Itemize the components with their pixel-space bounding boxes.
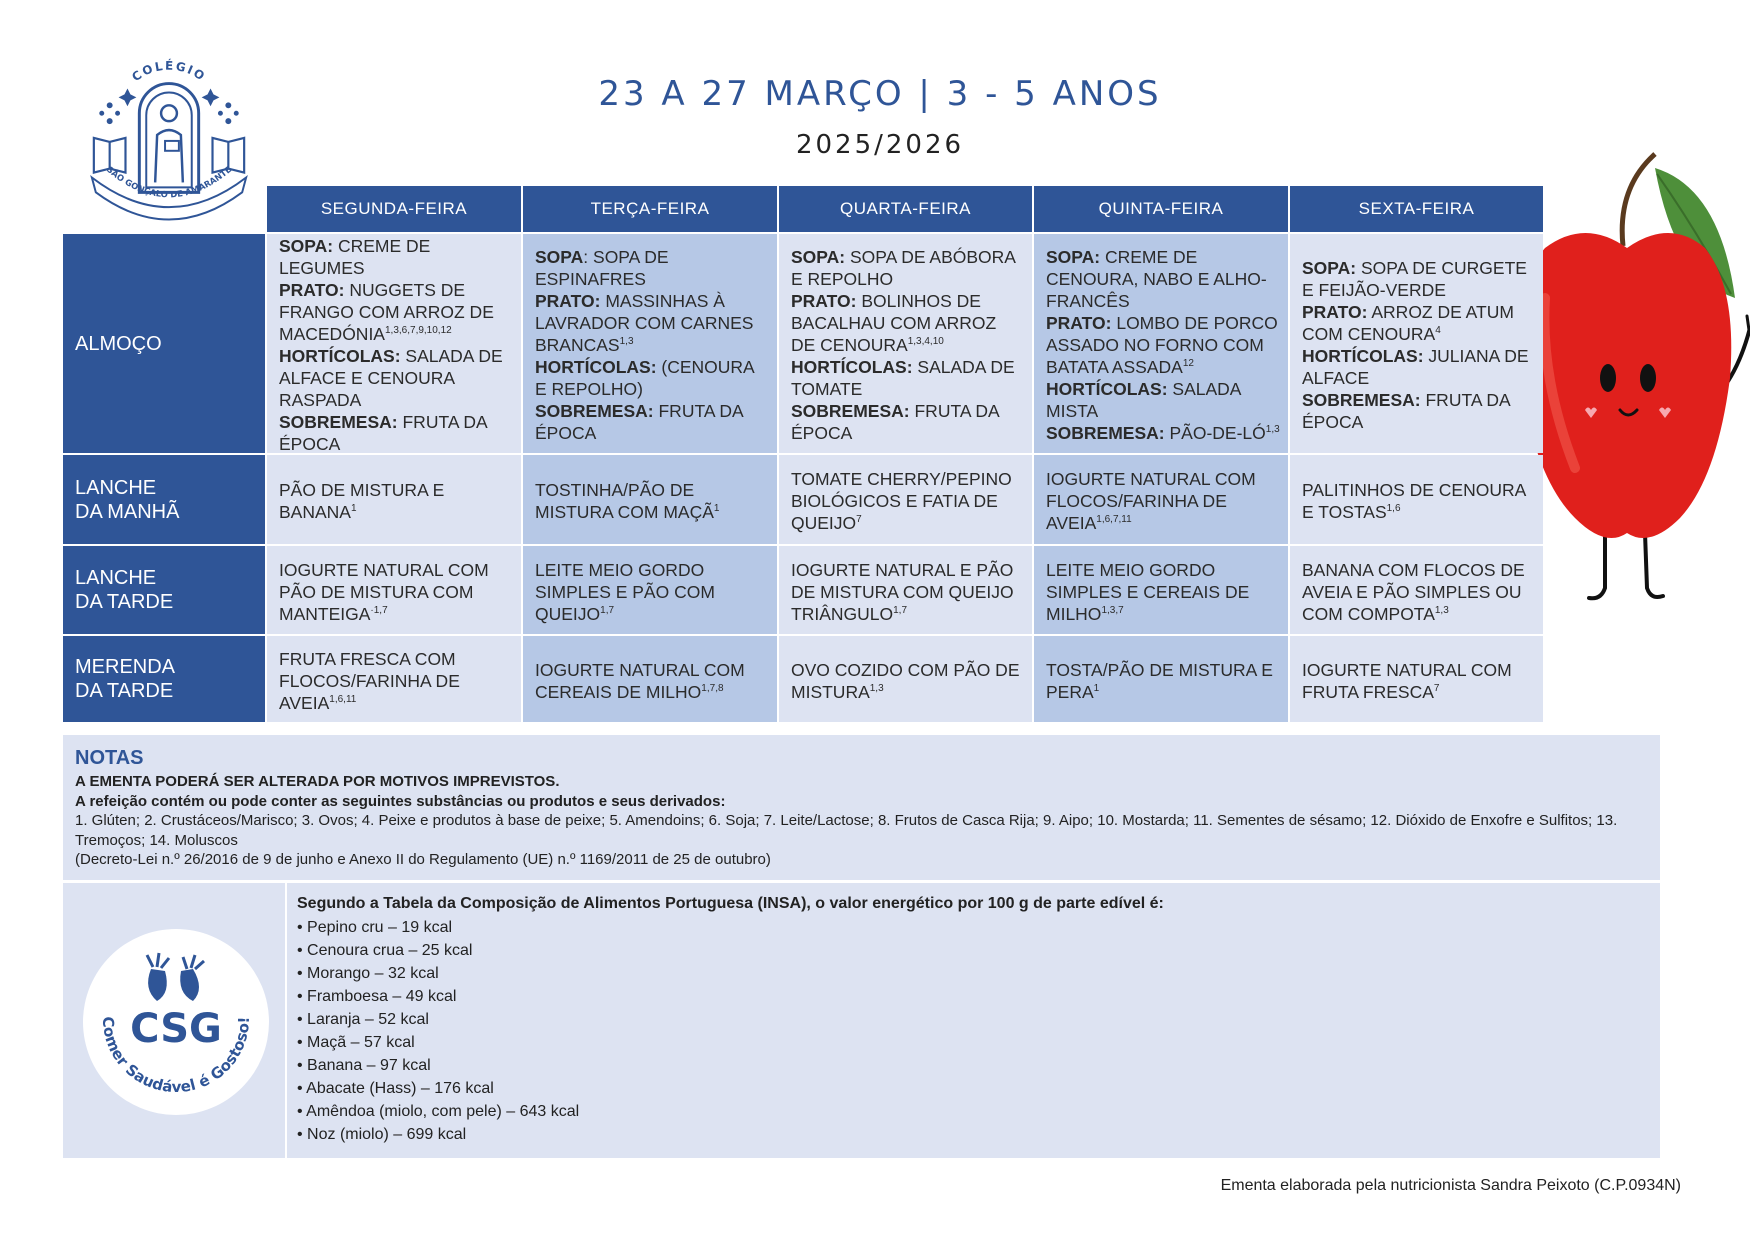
meal-label	[63, 234, 265, 453]
energy-value-item: • Noz (miolo) – 699 kcal	[297, 1126, 467, 1143]
menu-item	[1046, 378, 1280, 422]
menu-cell	[267, 234, 521, 453]
menu-cell	[267, 455, 521, 544]
menu-item	[791, 246, 1024, 290]
allergen-codes: 1,3,6,7,9,10,12	[384, 325, 452, 337]
menu-item	[535, 356, 769, 400]
dish-text: FRUTA DA ÉPOCA	[791, 401, 999, 443]
menu-cell	[267, 546, 521, 634]
menu-item	[791, 559, 1024, 625]
dish-text: SALADA DE ALFACE E CENOURA RASPADA	[279, 346, 503, 410]
energy-value-item: • Amêndoa (miolo, com pele) – 643 kcal	[297, 1103, 580, 1120]
menu-item	[535, 559, 769, 625]
allergen-codes: 1,6,7,11	[1096, 514, 1132, 526]
dish-text: SOPA DE ABÓBORA E REPOLHO	[791, 247, 1016, 289]
dish-text: IOGURTE NATURAL COM CEREAIS DE MILHO	[535, 659, 745, 702]
menu-cell	[1034, 455, 1288, 544]
menu-cell	[779, 455, 1032, 544]
meal-label	[63, 546, 265, 634]
notes-heading: NOTAS	[75, 747, 144, 769]
menu-item	[1302, 659, 1535, 703]
allergen-codes: 1,7	[600, 604, 615, 616]
dish-text: SALADA MISTA	[1046, 379, 1241, 421]
dish-text: TOSTA/PÃO DE MISTURA E PERA	[1046, 659, 1273, 702]
dish-text: IOGURTE NATURAL E PÃO DE MISTURA COM QUEIJO TRIÂNGULO	[791, 559, 1014, 624]
logo-text-top: COLÉGIO	[129, 58, 209, 85]
energy-value-item: • Laranja – 52 kcal	[297, 1011, 429, 1028]
energy-values-list	[297, 895, 1597, 1146]
allergen-codes: 1,6,11	[329, 693, 357, 705]
energy-value-item: • Abacate (Hass) – 176 kcal	[297, 1080, 494, 1097]
meal-label	[63, 455, 265, 544]
dish-text: IOGURTE NATURAL COM PÃO DE MISTURA COM MANTEIGA	[279, 559, 489, 624]
dish-text: BOLINHOS DE BACALHAU COM ARROZ DE CENOURA	[791, 291, 997, 355]
menu-item	[1046, 468, 1280, 534]
course-label: SOBREMESA:	[279, 412, 398, 432]
allergen-codes: 1,3,4,10	[907, 336, 944, 348]
dish-text: CREME DE LEGUMES	[279, 236, 431, 278]
menu-item	[1046, 312, 1280, 378]
course-label: SOPA:	[791, 247, 846, 267]
menu-item	[279, 479, 513, 523]
day-header: QUARTA-FEIRA	[779, 186, 1032, 232]
dish-text: PÃO DE MISTURA E BANANA	[279, 480, 445, 522]
course-label: HORTÍCOLAS:	[791, 357, 913, 377]
meal-label-line: LANCHE	[75, 567, 157, 589]
allergen-codes: 1,7,8	[701, 682, 724, 694]
menu-cell	[1290, 636, 1543, 722]
weekly-menu-table	[63, 186, 1543, 722]
menu-item	[791, 356, 1024, 400]
course-label: PRATO:	[1302, 302, 1368, 322]
menu-cell	[779, 636, 1032, 722]
energy-value-item: • Banana – 97 kcal	[297, 1057, 431, 1074]
dish-text: LEITE MEIO GORDO SIMPLES E PÃO COM QUEIJO	[535, 559, 715, 624]
menu-item	[535, 400, 769, 444]
csg-badge-logo	[81, 927, 271, 1117]
allergen-codes: 1,3	[1265, 424, 1280, 436]
day-header: SEXTA-FEIRA	[1290, 186, 1543, 232]
menu-item	[1046, 246, 1280, 312]
dish-text: FRUTA DA ÉPOCA	[1302, 390, 1510, 432]
meal-label-line: DA TARDE	[75, 680, 174, 702]
menu-item	[535, 246, 769, 290]
menu-item	[1046, 659, 1280, 703]
allergen-codes: 1	[1093, 682, 1100, 694]
dish-text: MASSINHAS À LAVRADOR COM CARNES BRANCAS	[535, 291, 754, 355]
allergen-codes: 1	[350, 503, 357, 515]
school-year: 2025/2026	[795, 130, 965, 160]
course-label: SOPA:	[279, 236, 334, 256]
menu-cell	[523, 234, 777, 453]
allergen-codes: 1	[713, 503, 720, 515]
dish-text: FRUTA FRESCA COM FLOCOS/FARINHA DE AVEIA	[279, 648, 460, 713]
dish-text: FRUTA DA ÉPOCA	[535, 401, 743, 443]
menu-cell	[1290, 234, 1543, 453]
menu-item	[1046, 422, 1280, 444]
menu-cell	[1034, 636, 1288, 722]
menu-cell	[1290, 455, 1543, 544]
energy-value-item: • Pepino cru – 19 kcal	[297, 919, 453, 936]
dish-text: PALITINHOS DE CENOURA E TOSTAS	[1302, 480, 1526, 522]
menu-item	[1302, 479, 1535, 523]
menu-item	[1302, 559, 1535, 625]
day-header: SEGUNDA-FEIRA	[267, 186, 521, 232]
menu-item	[1302, 257, 1535, 301]
allergen-codes: 1,7	[893, 604, 908, 616]
meal-label-line: MERENDA	[75, 656, 176, 678]
meal-label-line: DA TARDE	[75, 591, 174, 613]
menu-cell	[523, 455, 777, 544]
dish-text: LEITE MEIO GORDO SIMPLES E CEREAIS DE MILHO	[1046, 559, 1250, 624]
dish-text: (CENOURA E REPOLHO)	[535, 357, 754, 399]
energy-value-item: • Maçã – 57 kcal	[297, 1034, 415, 1051]
energy-value-item: • Cenoura crua – 25 kcal	[297, 942, 473, 959]
menu-item	[1302, 345, 1535, 389]
menu-item	[1302, 301, 1535, 345]
course-label: HORTÍCOLAS:	[535, 357, 657, 377]
menu-item	[279, 235, 513, 279]
csg-badge-slogan: Comer Saudável é Gostoso!	[98, 1016, 254, 1097]
dish-text: TOMATE CHERRY/PEPINO BIOLÓGICOS E FATIA DE QUEIJO	[791, 469, 1012, 533]
allergen-codes: 1,3,7	[1101, 604, 1124, 616]
course-label: SOBREMESA:	[791, 401, 910, 421]
energy-value-item: • Morango – 32 kcal	[297, 965, 439, 982]
menu-item	[791, 400, 1024, 444]
allergen-codes: 4	[1435, 325, 1441, 337]
notes-allergen-list: 1. Glúten; 2. Crustáceos/Marisco; 3. Ovos; 4. Peixe e produtos à base de peixe; 5. Amendoins; 6. Soja; 7. Leite/Lactose; 8. Frutos de Casca Rija; 9. Aipo; 10. Mostarda; 11. Sementes de sésamo; 12. Dióxido de Enxofre e Sulfitos; 13. Tremoços; 14. Moluscos	[75, 812, 1618, 849]
course-label: SOBREMESA:	[1046, 423, 1165, 443]
menu-item	[791, 290, 1024, 356]
menu-cell	[779, 234, 1032, 453]
dish-text: FRUTA DA ÉPOCA	[279, 412, 487, 453]
course-label: HORTÍCOLAS:	[279, 346, 401, 366]
dish-text: : SOPA DE ESPINAFRES	[535, 247, 669, 289]
menu-cell	[1034, 234, 1288, 453]
day-header: QUINTA-FEIRA	[1034, 186, 1288, 232]
dish-text: JULIANA DE ALFACE	[1302, 346, 1529, 388]
notes-allergen-intro: A refeição contém ou pode conter as seguintes substâncias ou produtos e seus derivados:	[75, 792, 726, 810]
menu-cell	[779, 546, 1032, 634]
svg-text:COLÉGIO	[129, 58, 208, 85]
course-label: SOPA:	[1046, 247, 1101, 267]
allergen-codes: 1,3	[619, 336, 634, 348]
course-label: PRATO:	[791, 291, 857, 311]
energy-values-heading: Segundo a Tabela da Composição de Alimentos Portuguesa (INSA), o valor energético por 100 g de parte edível é:	[297, 895, 1164, 912]
allergen-codes: 1,6	[1386, 503, 1401, 515]
course-label: PRATO:	[1046, 313, 1112, 333]
menu-item	[279, 279, 513, 345]
course-label: SOBREMESA:	[535, 401, 654, 421]
course-label: SOBREMESA:	[1302, 390, 1421, 410]
menu-cell	[523, 546, 777, 634]
menu-cell	[1034, 546, 1288, 634]
allergen-codes: 7	[1433, 682, 1440, 694]
menu-cell	[267, 636, 521, 722]
meal-label-line: ALMOÇO	[75, 332, 162, 355]
menu-item	[1302, 389, 1535, 433]
course-label: SOPA	[535, 247, 584, 267]
meal-label	[63, 636, 265, 722]
allergen-codes: 7	[856, 514, 862, 526]
course-label: HORTÍCOLAS:	[1046, 379, 1168, 399]
menu-item	[791, 659, 1024, 703]
menu-item	[279, 648, 513, 714]
dish-text: LOMBO DE PORCO ASSADO NO FORNO COM BATATA ASSADA	[1046, 313, 1278, 377]
dish-text: BANANA COM FLOCOS DE AVEIA E PÃO SIMPLES OU COM COMPOTA	[1302, 559, 1525, 624]
dish-text: IOGURTE NATURAL COM FLOCOS/FARINHA DE AVEIA	[1046, 469, 1256, 533]
course-label: SOPA:	[1302, 258, 1357, 278]
meal-label-line: LANCHE	[75, 476, 157, 499]
allergen-codes: 12	[1182, 358, 1194, 370]
menu-item	[535, 479, 769, 523]
notes-change-warning: A EMENTA PODERÁ SER ALTERADA POR MOTIVOS IMPREVISTOS.	[75, 773, 560, 790]
allergen-codes: 1,3	[869, 682, 884, 694]
notes-legal-reference: (Decreto-Lei n.º 26/2016 de 9 de junho e Anexo II do Regulamento (UE) n.º 1169/2011 de 25 de outubro)	[75, 851, 771, 868]
menu-item	[279, 559, 513, 625]
dish-text: CREME DE CENOURA, NABO E ALHO-FRANCÊS	[1046, 247, 1267, 311]
dish-text: TOSTINHA/PÃO DE MISTURA COM MAÇÃ	[535, 480, 714, 522]
menu-item	[535, 659, 769, 703]
meal-label-line: DA MANHÃ	[75, 500, 180, 523]
menu-item	[279, 345, 513, 411]
menu-item	[791, 468, 1024, 534]
menu-cell	[523, 636, 777, 722]
dish-text: OVO COZIDO COM PÃO DE MISTURA	[791, 659, 1020, 702]
day-header: TERÇA-FEIRA	[523, 186, 777, 232]
notes-section	[63, 735, 1660, 880]
course-label: PRATO:	[279, 280, 345, 300]
menu-item	[535, 290, 769, 356]
allergen-codes: ·1,7	[370, 604, 388, 616]
dish-text: SOPA DE CURGETE E FEIJÃO-VERDE	[1302, 258, 1527, 300]
logo-text-bottom: SÃO GONÇALO DE AMARANTE	[104, 164, 234, 200]
dish-text: IOGURTE NATURAL COM FRUTA FRESCA	[1302, 659, 1512, 702]
dish-text: NUGGETS DE FRANGO COM ARROZ DE MACEDÓNIA	[279, 280, 494, 344]
menu-item	[279, 411, 513, 453]
course-label: HORTÍCOLAS:	[1302, 346, 1424, 366]
dish-text: PÃO-DE-LÓ	[1164, 423, 1266, 443]
csg-badge-title: CSG	[130, 1006, 222, 1052]
energy-values-section	[63, 883, 1660, 1158]
allergen-codes: 1,3	[1434, 604, 1449, 616]
dish-text: SALADA DE TOMATE	[791, 357, 1015, 399]
energy-value-item: • Framboesa – 49 kcal	[297, 988, 457, 1005]
page-title: 23 A 27 MARÇO | 3 - 5 ANOS	[598, 74, 1162, 114]
nutritionist-credit: Ementa elaborada pela nutricionista Sandra Peixoto (C.P.0934N)	[1220, 1177, 1681, 1194]
menu-item	[1046, 559, 1280, 625]
dish-text: ARROZ DE ATUM COM CENOURA	[1302, 302, 1514, 344]
course-label: PRATO:	[535, 291, 601, 311]
menu-cell	[1290, 546, 1543, 634]
